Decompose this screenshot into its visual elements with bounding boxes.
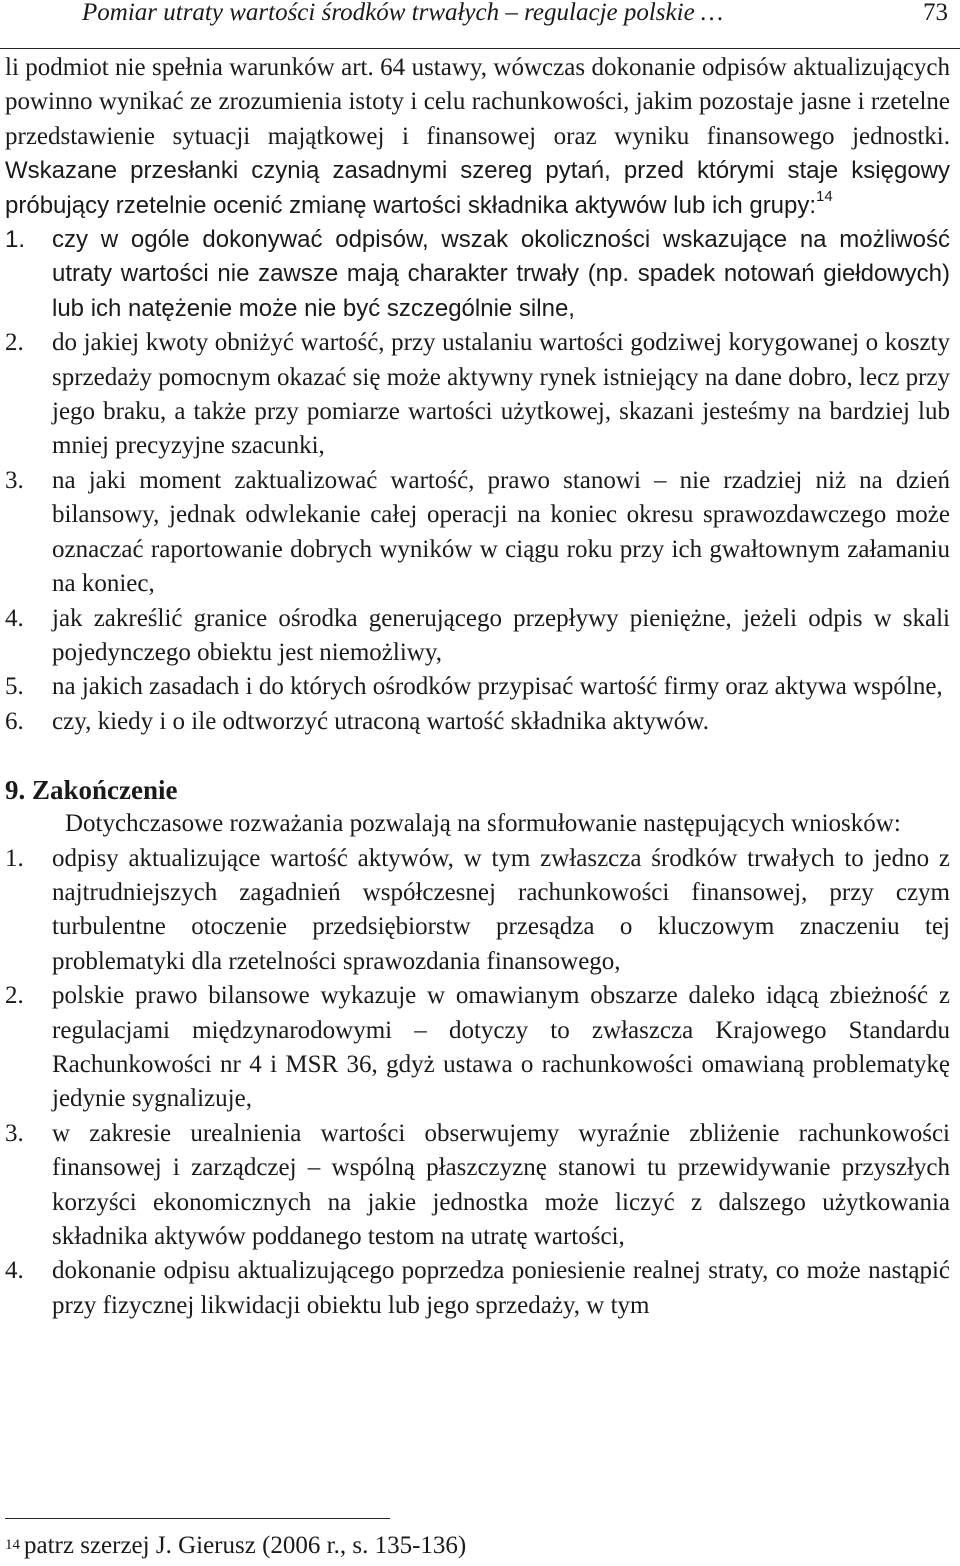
list-item-text: odpisy aktualizujące wartość aktywów, w tym zwłaszcza środków trwałych to jedno z najtrudniejszych zagadnień współczesnej rachunkowości finansowej, przy czym turbulentne otoczenie przedsiębiorstw przesądza o kluczowym znaczeniu tej problematyki dla rzetelności sprawozdania finansowego, bbox=[52, 844, 950, 975]
list-item bbox=[5, 464, 950, 602]
conclusion-intro: Dotychczasowe rozważania pozwalają na sformułowanie następujących wniosków: bbox=[65, 810, 901, 838]
list-item-number: 4. bbox=[5, 1257, 24, 1285]
list-item bbox=[5, 670, 950, 704]
question-list bbox=[5, 223, 950, 739]
list-item-text: czy, kiedy i o ile odtworzyć utraconą wartość składnika aktywów. bbox=[52, 707, 709, 735]
intro-paragraph bbox=[5, 51, 950, 223]
list-item-number: 2. bbox=[5, 329, 24, 357]
footnote-separator bbox=[5, 1518, 390, 1519]
list-item-number: 2. bbox=[5, 982, 24, 1010]
list-item bbox=[5, 979, 950, 1117]
list-item bbox=[5, 602, 950, 671]
list-item-number: 1. bbox=[5, 844, 24, 872]
list-item bbox=[5, 223, 950, 326]
section-heading: 9. Zakończenie bbox=[5, 775, 178, 806]
list-item-text: jak zakreślić granice ośrodka generującego przepływy pieniężne, jeżeli odpis w skali pojedynczego obiektu jest niemożliwy, bbox=[52, 604, 950, 666]
list-item-number: 1. bbox=[5, 226, 26, 254]
list-item bbox=[5, 1117, 950, 1255]
conclusion-list bbox=[5, 842, 950, 1324]
list-item-number: 4. bbox=[5, 604, 24, 632]
list-item bbox=[5, 1254, 950, 1323]
list-item bbox=[5, 842, 950, 980]
list-item-text: w zakresie urealnienia wartości obserwujemy wyraźnie zbliżenie rachunkowości finansowej i zarządczej – wspólną płaszczyznę stanowi tu przewidywanie przyszłych korzyści ekonomicznych na jakie jednostka może liczyć z dalszego użytkowania składnika aktywów poddanego testom na utratę wartości, bbox=[52, 1119, 950, 1250]
intro-serif-text: li podmiot nie spełnia warunków art. 64 ustawy, wówczas dokonanie odpisów aktualizujących powinno wynikać ze zrozumienia istoty i celu rachunkowości, jakim pozostaje jasne i rzetelne przedstawienie sytuacji majątkowej i finansowej oraz wyniku finansowego jednostki. bbox=[5, 54, 950, 150]
list-item-number: 3. bbox=[5, 1119, 24, 1147]
list-item-number: 6. bbox=[5, 707, 24, 735]
list-item-text: do jakiej kwoty obniżyć wartość, przy ustalaniu wartości godziwej korygowanej o koszty sprzedaży pomocnym okazać się może aktywny rynek istniejący na dane dobro, lecz przy jego braku, a także przy pomiarze wartości użytkowej, skazani jesteśmy na bardziej lub mniej precyzyjne szacunki, bbox=[52, 329, 950, 460]
intro-sans-text: Wskazane przesłanki czynią zasadnymi szereg pytań, przed którymi staje księgowy próbujący rzetelnie ocenić zmianę wartości składnika aktywów lub ich grupy: bbox=[5, 157, 950, 219]
main-text bbox=[5, 51, 950, 1323]
list-item bbox=[5, 326, 950, 464]
list-item-text: dokonanie odpisu aktualizującego poprzedza poniesienie realnej straty, co może nastąpić przy fizycznej likwidacji obiektu lub jego sprzedaży, w tym bbox=[52, 1257, 950, 1319]
page-number: 73 bbox=[923, 0, 948, 26]
footnote-number: 14 bbox=[5, 1537, 20, 1553]
running-title: Pomiar utraty wartości środków trwałych – regulacje polskie … bbox=[82, 0, 724, 26]
list-item bbox=[5, 705, 950, 739]
list-item-number: 3. bbox=[5, 466, 24, 494]
list-item-text: czy w ogóle dokonywać odpisów, wszak okoliczności wskazujące na możliwość utraty wartości nie zawsze mają charakter trwały (np. spadek notowań giełdowych) lub ich natężenie może nie być szczególnie silne, bbox=[52, 226, 950, 322]
list-item-text: na jaki moment zaktualizować wartość, prawo stanowi – nie rzadziej niż na dzień bilansowy, jednak odwlekanie całej operacji na koniec okresu sprawozdawczego może oznaczać raportowanie dobrych wyników w ciągu roku przy ich gwałtownym załamaniu na koniec, bbox=[52, 466, 950, 598]
footnote-reference[interactable]: 14 bbox=[816, 188, 833, 206]
list-item-number: 5. bbox=[5, 673, 24, 701]
footnote bbox=[5, 1531, 466, 1564]
list-item-text: na jakich zasadach i do których ośrodków przypisać wartość firmy oraz aktywa wspólne, bbox=[52, 673, 943, 701]
footnote-text: patrz szerzej J. Gierusz (2006 r., s. 135-136) bbox=[24, 1532, 467, 1559]
list-item-text: polskie prawo bilansowe wykazuje w omawianym obszarze daleko idącą zbieżność z regulacjami międzynarodowymi – dotyczy to zwłaszcza Krajowego Standardu Rachunkowości nr 4 i MSR 36, gdyż ustawa o rachunkowości omawianą problematykę jedynie sygnalizuje, bbox=[52, 982, 950, 1113]
running-header bbox=[0, 0, 960, 49]
